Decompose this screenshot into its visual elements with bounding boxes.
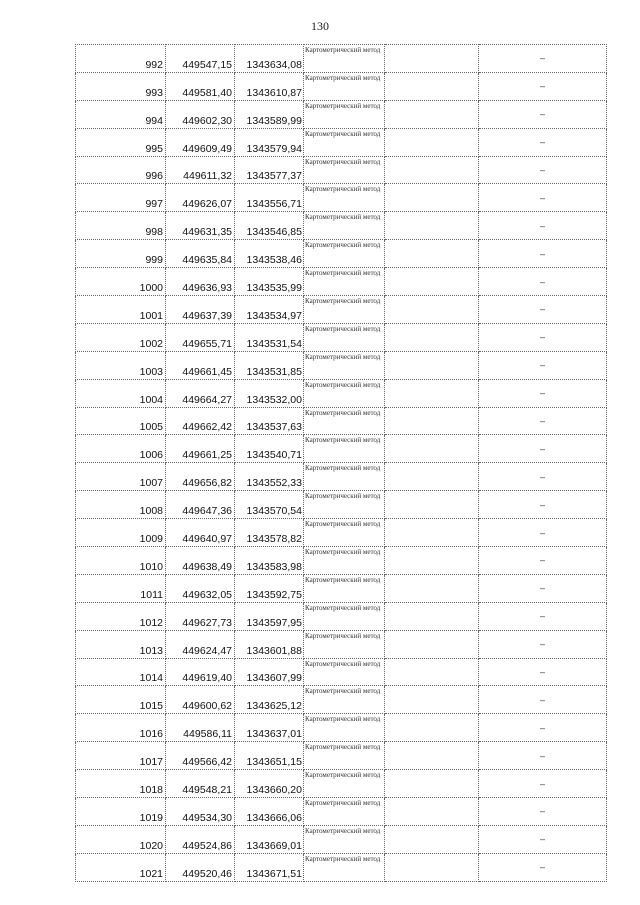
table-row [76,519,607,547]
table-row [76,323,607,351]
method-cell [304,825,385,853]
point-number-cell: 1014 [76,658,166,686]
empty-cell [385,435,479,463]
accuracy-cell: – [479,184,607,212]
method-text: Картометрический метод [305,324,381,333]
point-number-cell: 1017 [76,742,166,770]
x-coordinate-cell: 449661,45 [166,351,235,379]
method-cell [304,630,385,658]
table-row [76,742,607,770]
table-row [76,491,607,519]
y-coordinate-cell: 1343552,33 [235,463,304,491]
y-coordinate-cell: 1343578,82 [235,519,304,547]
point-number-cell: 1021 [76,853,166,881]
method-cell [304,519,385,547]
empty-cell [385,156,479,184]
method-text: Картометрический метод [305,436,381,445]
accuracy-cell: – [479,825,607,853]
table-row [76,45,607,73]
x-coordinate-cell: 449566,42 [166,742,235,770]
y-coordinate-cell: 1343597,95 [235,602,304,630]
method-cell [304,602,385,630]
x-coordinate-cell: 449638,49 [166,547,235,575]
accuracy-cell: – [479,379,607,407]
method-cell [304,853,385,881]
method-text: Картометрический метод [305,631,381,640]
empty-cell [385,72,479,100]
y-coordinate-cell: 1343669,01 [235,825,304,853]
empty-cell [385,798,479,826]
empty-cell [385,853,479,881]
accuracy-cell: – [479,686,607,714]
empty-cell [385,547,479,575]
point-number-cell: 1008 [76,491,166,519]
y-coordinate-cell: 1343577,37 [235,156,304,184]
empty-cell [385,45,479,73]
method-cell [304,379,385,407]
y-coordinate-cell: 1343540,71 [235,435,304,463]
point-number-cell: 1003 [76,351,166,379]
y-coordinate-cell: 1343538,46 [235,240,304,268]
y-coordinate-cell: 1343610,87 [235,72,304,100]
y-coordinate-cell: 1343546,85 [235,212,304,240]
coordinates-table [75,44,607,882]
point-number-cell: 994 [76,100,166,128]
accuracy-cell: – [479,658,607,686]
accuracy-cell: – [479,407,607,435]
empty-cell [385,212,479,240]
y-coordinate-cell: 1343651,15 [235,742,304,770]
method-text: Картометрический метод [305,771,381,780]
empty-cell [385,240,479,268]
method-text: Картометрический метод [305,241,381,250]
table-row [76,798,607,826]
method-text: Картометрический метод [305,129,381,138]
empty-cell [385,128,479,156]
table-row [76,853,607,881]
x-coordinate-cell: 449627,73 [166,602,235,630]
y-coordinate-cell: 1343556,71 [235,184,304,212]
method-cell [304,212,385,240]
y-coordinate-cell: 1343660,20 [235,770,304,798]
empty-cell [385,184,479,212]
method-cell [304,128,385,156]
point-number-cell: 993 [76,72,166,100]
method-text: Картометрический метод [305,464,381,473]
accuracy-cell: – [479,547,607,575]
coordinates-table-body [76,45,607,882]
point-number-cell: 999 [76,240,166,268]
y-coordinate-cell: 1343666,06 [235,798,304,826]
method-text: Картометрический метод [305,213,381,222]
table-row [76,351,607,379]
method-cell [304,45,385,73]
point-number-cell: 1006 [76,435,166,463]
y-coordinate-cell: 1343625,12 [235,686,304,714]
method-text: Картометрический метод [305,743,381,752]
y-coordinate-cell: 1343601,88 [235,630,304,658]
y-coordinate-cell: 1343607,99 [235,658,304,686]
table-row [76,268,607,296]
page-number: 130 [311,19,329,33]
empty-cell [385,658,479,686]
method-text: Картометрический метод [305,352,381,361]
empty-cell [385,630,479,658]
empty-cell [385,100,479,128]
point-number-cell: 995 [76,128,166,156]
method-text: Картометрический метод [305,575,381,584]
method-text: Картометрический метод [305,408,381,417]
point-number-cell: 1015 [76,686,166,714]
x-coordinate-cell: 449637,39 [166,296,235,324]
table-row [76,574,607,602]
method-cell [304,491,385,519]
empty-cell [385,351,479,379]
point-number-cell: 1019 [76,798,166,826]
accuracy-cell: – [479,463,607,491]
y-coordinate-cell: 1343531,54 [235,323,304,351]
x-coordinate-cell: 449548,21 [166,770,235,798]
empty-cell [385,323,479,351]
point-number-cell: 1020 [76,825,166,853]
method-text: Картометрический метод [305,687,381,696]
y-coordinate-cell: 1343570,54 [235,491,304,519]
empty-cell [385,519,479,547]
method-cell [304,156,385,184]
method-cell [304,463,385,491]
accuracy-cell: – [479,853,607,881]
table-row [76,184,607,212]
method-cell [304,714,385,742]
empty-cell [385,574,479,602]
x-coordinate-cell: 449586,11 [166,714,235,742]
x-coordinate-cell: 449581,40 [166,72,235,100]
accuracy-cell: – [479,212,607,240]
method-cell [304,268,385,296]
x-coordinate-cell: 449662,42 [166,407,235,435]
empty-cell [385,686,479,714]
y-coordinate-cell: 1343637,01 [235,714,304,742]
method-text: Картометрический метод [305,46,381,54]
table-row [76,379,607,407]
table-row [76,658,607,686]
accuracy-cell: – [479,798,607,826]
point-number-cell: 1018 [76,770,166,798]
empty-cell [385,714,479,742]
point-number-cell: 1013 [76,630,166,658]
empty-cell [385,602,479,630]
table-row [76,602,607,630]
y-coordinate-cell: 1343531,85 [235,351,304,379]
x-coordinate-cell: 449635,84 [166,240,235,268]
table-row [76,72,607,100]
method-text: Картометрический метод [305,826,381,835]
empty-cell [385,825,479,853]
y-coordinate-cell: 1343671,51 [235,853,304,881]
point-number-cell: 1009 [76,519,166,547]
point-number-cell: 1005 [76,407,166,435]
x-coordinate-cell: 449520,46 [166,853,235,881]
method-cell [304,547,385,575]
method-cell [304,351,385,379]
table-row [76,547,607,575]
accuracy-cell: – [479,491,607,519]
method-cell [304,686,385,714]
method-text: Картометрический метод [305,520,381,529]
method-text: Картометрический метод [305,548,381,557]
point-number-cell: 1001 [76,296,166,324]
method-text: Картометрический метод [305,715,381,724]
empty-cell [385,407,479,435]
accuracy-cell: – [479,156,607,184]
point-number-cell: 1002 [76,323,166,351]
method-text: Картометрический метод [305,603,381,612]
accuracy-cell: – [479,435,607,463]
method-text: Картометрический метод [305,659,381,668]
method-cell [304,658,385,686]
point-number-cell: 992 [76,45,166,73]
empty-cell [385,491,479,519]
point-number-cell: 1012 [76,602,166,630]
x-coordinate-cell: 449664,27 [166,379,235,407]
x-coordinate-cell: 449609,49 [166,128,235,156]
x-coordinate-cell: 449600,62 [166,686,235,714]
x-coordinate-cell: 449632,05 [166,574,235,602]
accuracy-cell: – [479,602,607,630]
method-text: Картометрический метод [305,101,381,110]
accuracy-cell: – [479,630,607,658]
table-row [76,156,607,184]
method-cell [304,742,385,770]
accuracy-cell: – [479,128,607,156]
x-coordinate-cell: 449640,97 [166,519,235,547]
x-coordinate-cell: 449647,36 [166,491,235,519]
method-text: Картометрический метод [305,492,381,501]
accuracy-cell: – [479,714,607,742]
table-row [76,714,607,742]
table-row [76,630,607,658]
x-coordinate-cell: 449547,15 [166,45,235,73]
x-coordinate-cell: 449611,32 [166,156,235,184]
table-row [76,686,607,714]
y-coordinate-cell: 1343583,98 [235,547,304,575]
y-coordinate-cell: 1343537,63 [235,407,304,435]
table-row [76,240,607,268]
accuracy-cell: – [479,574,607,602]
table-row [76,100,607,128]
accuracy-cell: – [479,519,607,547]
method-cell [304,407,385,435]
x-coordinate-cell: 449602,30 [166,100,235,128]
method-cell [304,184,385,212]
method-cell [304,798,385,826]
y-coordinate-cell: 1343634,08 [235,45,304,73]
y-coordinate-cell: 1343592,75 [235,574,304,602]
table-row [76,463,607,491]
method-cell [304,100,385,128]
point-number-cell: 1004 [76,379,166,407]
x-coordinate-cell: 449661,25 [166,435,235,463]
x-coordinate-cell: 449619,40 [166,658,235,686]
method-text: Картометрический метод [305,185,381,194]
method-text: Картометрический метод [305,799,381,808]
x-coordinate-cell: 449631,35 [166,212,235,240]
accuracy-cell: – [479,268,607,296]
x-coordinate-cell: 449624,47 [166,630,235,658]
table-row [76,407,607,435]
method-cell [304,240,385,268]
y-coordinate-cell: 1343535,99 [235,268,304,296]
y-coordinate-cell: 1343532,00 [235,379,304,407]
x-coordinate-cell: 449636,93 [166,268,235,296]
method-text: Картометрический метод [305,73,381,82]
point-number-cell: 996 [76,156,166,184]
point-number-cell: 1016 [76,714,166,742]
method-text: Картометрический метод [305,380,381,389]
method-text: Картометрический метод [305,157,381,166]
method-cell [304,296,385,324]
table-row [76,128,607,156]
accuracy-cell: – [479,100,607,128]
point-number-cell: 997 [76,184,166,212]
accuracy-cell: – [479,770,607,798]
method-cell [304,574,385,602]
accuracy-cell: – [479,72,607,100]
point-number-cell: 1010 [76,547,166,575]
method-cell [304,435,385,463]
accuracy-cell: – [479,742,607,770]
empty-cell [385,463,479,491]
x-coordinate-cell: 449534,30 [166,798,235,826]
method-cell [304,323,385,351]
point-number-cell: 998 [76,212,166,240]
method-text: Картометрический метод [305,854,381,863]
accuracy-cell: – [479,323,607,351]
method-text: Картометрический метод [305,269,381,278]
x-coordinate-cell: 449656,82 [166,463,235,491]
x-coordinate-cell: 449626,07 [166,184,235,212]
empty-cell [385,268,479,296]
accuracy-cell: – [479,351,607,379]
y-coordinate-cell: 1343579,94 [235,128,304,156]
x-coordinate-cell: 449655,71 [166,323,235,351]
point-number-cell: 1011 [76,574,166,602]
method-cell [304,72,385,100]
accuracy-cell: – [479,296,607,324]
method-cell [304,770,385,798]
table-row [76,825,607,853]
empty-cell [385,742,479,770]
y-coordinate-cell: 1343534,97 [235,296,304,324]
accuracy-cell: – [479,240,607,268]
table-row [76,435,607,463]
empty-cell [385,379,479,407]
empty-cell [385,770,479,798]
empty-cell [385,296,479,324]
table-row [76,212,607,240]
method-text: Картометрический метод [305,297,381,306]
y-coordinate-cell: 1343589,99 [235,100,304,128]
accuracy-cell: – [479,45,607,73]
x-coordinate-cell: 449524,86 [166,825,235,853]
table-row [76,296,607,324]
point-number-cell: 1000 [76,268,166,296]
table-row [76,770,607,798]
point-number-cell: 1007 [76,463,166,491]
